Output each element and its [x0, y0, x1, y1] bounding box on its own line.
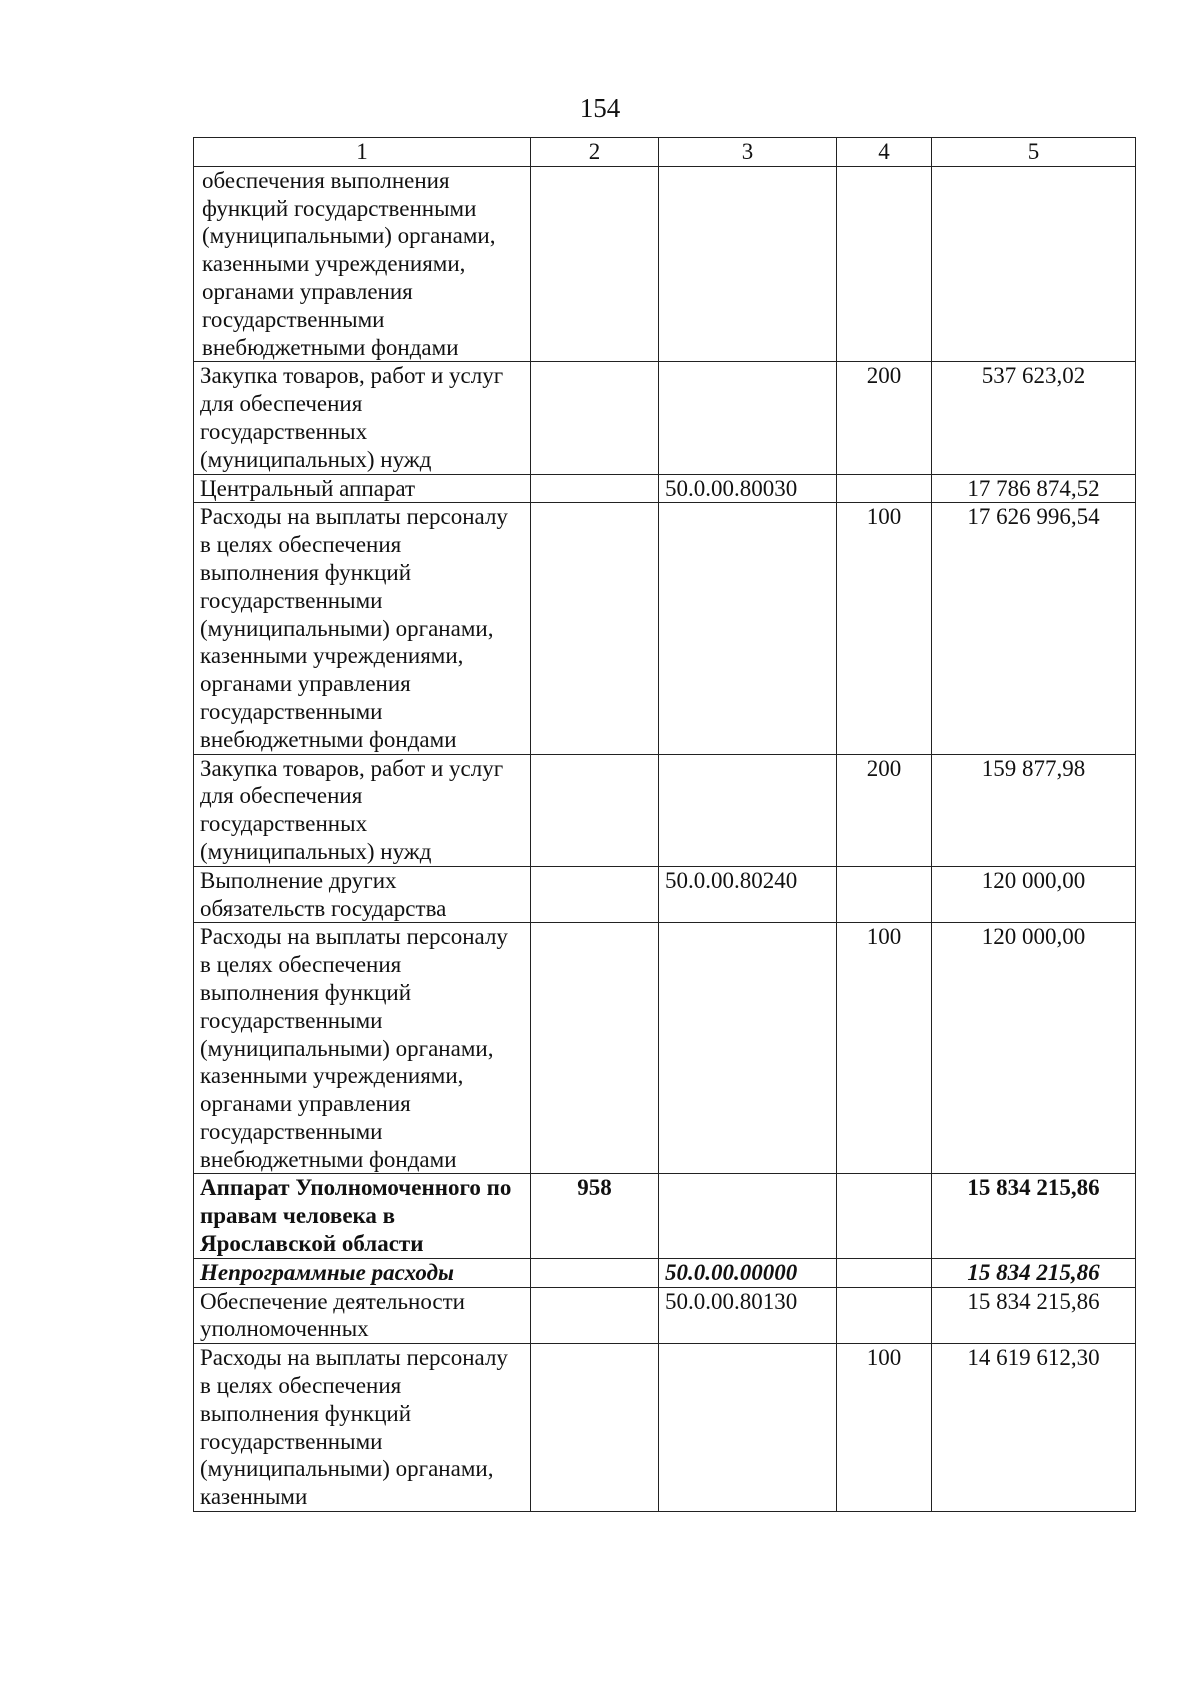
row-col5: 120 000,00 [932, 866, 1136, 923]
row-name: Выполнение других обязательств государства [194, 866, 531, 923]
table-row [194, 362, 1136, 474]
row-col5: 14 619 612,30 [932, 1344, 1136, 1512]
row-col3 [659, 1174, 837, 1258]
row-name: Расходы на выплаты персоналу в целях обеспечения выполнения функций государственными (муниципальными) органами, казенными [194, 1344, 531, 1512]
row-col4 [837, 866, 932, 923]
row-name: Непрограммные расходы [194, 1258, 531, 1287]
table-header-row [194, 138, 1136, 167]
row-col3 [659, 362, 837, 474]
row-col3 [659, 166, 837, 362]
row-col2 [531, 1287, 659, 1344]
row-col5: 17 626 996,54 [932, 503, 1136, 754]
row-col5: 159 877,98 [932, 754, 1136, 866]
row-col3 [659, 1344, 837, 1512]
table-row [194, 923, 1136, 1174]
row-col4 [837, 474, 932, 503]
table-body [194, 166, 1136, 1511]
row-col4: 200 [837, 362, 932, 474]
row-col2 [531, 1258, 659, 1287]
row-col3: 50.0.00.80030 [659, 474, 837, 503]
row-col4 [837, 1287, 932, 1344]
column-header-3: 3 [659, 138, 837, 167]
row-col2: 958 [531, 1174, 659, 1258]
table-row [194, 1344, 1136, 1512]
row-col4: 100 [837, 503, 932, 754]
row-col4: 100 [837, 923, 932, 1174]
row-col4 [837, 1174, 932, 1258]
row-name: Расходы на выплаты персоналу в целях обеспечения выполнения функций государственными (муниципальными) органами, казенными учреждениями, органами управления государственными внебюджетными фондами [194, 923, 531, 1174]
row-col3 [659, 754, 837, 866]
row-name: Закупка товаров, работ и услуг для обеспечения государственных (муниципальных) нужд [194, 754, 531, 866]
row-name: Расходы на выплаты персоналу в целях обеспечения выполнения функций государственными (муниципальными) органами, казенными учреждениями, органами управления государственными внебюджетными фондами [194, 503, 531, 754]
row-col2 [531, 503, 659, 754]
row-col3: 50.0.00.80130 [659, 1287, 837, 1344]
table-row [194, 1287, 1136, 1344]
row-name: Закупка товаров, работ и услуг для обеспечения государственных (муниципальных) нужд [194, 362, 531, 474]
page-number: 154 [579, 93, 621, 123]
row-col4 [837, 1258, 932, 1287]
row-col5: 15 834 215,86 [932, 1174, 1136, 1258]
row-col2 [531, 474, 659, 503]
row-col3: 50.0.00.00000 [659, 1258, 837, 1287]
table-row [194, 866, 1136, 923]
row-col5: 537 623,02 [932, 362, 1136, 474]
table-row [194, 474, 1136, 503]
table-row [194, 1174, 1136, 1258]
budget-table [193, 137, 1136, 1512]
row-name: Аппарат Уполномоченного по правам человека в Ярославской области [194, 1174, 531, 1258]
table-row [194, 1258, 1136, 1287]
row-col5: 120 000,00 [932, 923, 1136, 1174]
column-header-4: 4 [837, 138, 932, 167]
row-col3: 50.0.00.80240 [659, 866, 837, 923]
row-col2 [531, 923, 659, 1174]
row-col3 [659, 503, 837, 754]
row-col5: 15 834 215,86 [932, 1258, 1136, 1287]
row-name: Обеспечение деятельности уполномоченных [194, 1287, 531, 1344]
row-col2 [531, 754, 659, 866]
row-col5: 15 834 215,86 [932, 1287, 1136, 1344]
row-col4: 200 [837, 754, 932, 866]
column-header-5: 5 [932, 138, 1136, 167]
table-row [194, 166, 1136, 362]
row-col5: 17 786 874,52 [932, 474, 1136, 503]
row-col4 [837, 166, 932, 362]
row-col3 [659, 923, 837, 1174]
row-name: обеспечения выполнения функций государственными (муниципальными) органами, казенными учреждениями, органами управления государственными внебюджетными фондами [194, 166, 531, 362]
column-header-1: 1 [194, 138, 531, 167]
row-name: Центральный аппарат [194, 474, 531, 503]
column-header-2: 2 [531, 138, 659, 167]
row-col5 [932, 166, 1136, 362]
row-col4: 100 [837, 1344, 932, 1512]
row-col2 [531, 166, 659, 362]
row-col2 [531, 362, 659, 474]
table-row [194, 503, 1136, 754]
row-col2 [531, 1344, 659, 1512]
table-row [194, 754, 1136, 866]
row-col2 [531, 866, 659, 923]
